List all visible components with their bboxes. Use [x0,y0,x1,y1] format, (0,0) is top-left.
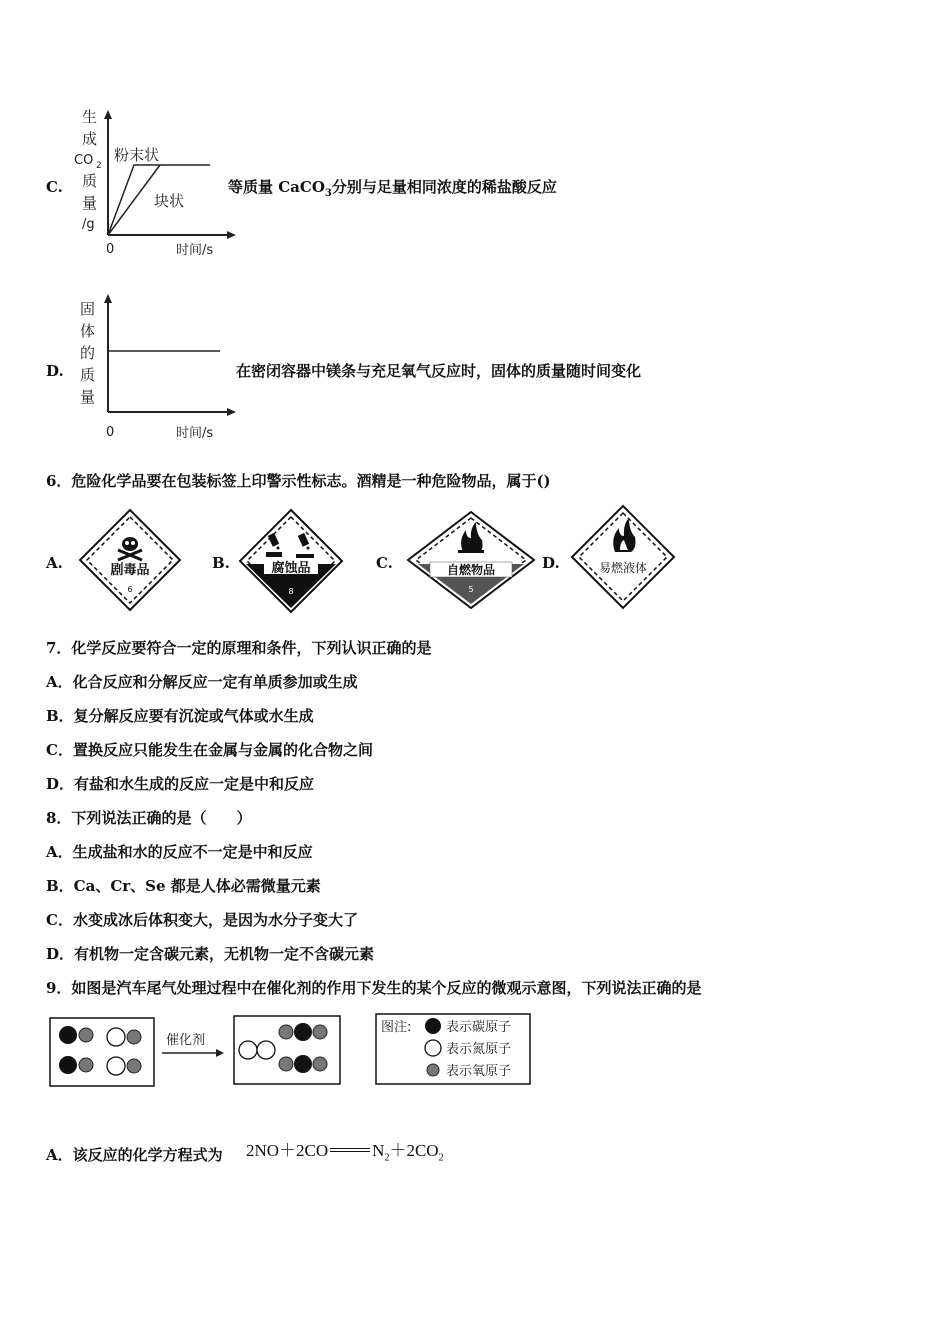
ylabel-char: 体 [80,322,96,340]
equation-lhs: 2NO＋2CO [246,1141,329,1160]
q7-option-a[interactable]: A．化合反应和分解反应一定有单质参加或生成 [46,673,358,691]
curve-label-block: 块状 [154,192,185,210]
q9-option-a[interactable] [46,1144,223,1165]
x-axis-label: 时间/s [176,243,214,258]
sign-text: 自燃物品 [446,563,496,577]
q6-sign-corrosive[interactable] [238,508,344,614]
q5-option-c-text: 等质量 CaCO$_3$分别与足量相同浓度的稀盐酸反应 [228,178,557,199]
sign-number: 8 [288,587,294,596]
equation-equals-sign [330,1148,370,1152]
q9-option-a-prefix: A．该反应的化学方程式为 [46,1146,223,1164]
q7-stem: 7．化学反应要符合一定的原理和条件，下列认识正确的是 [46,639,432,657]
ylabel-char: 的 [80,344,96,362]
legend-oxygen: 表示氧原子 [446,1064,512,1079]
q5-option-d-text: 在密闭容器中镁条与充足氧气反应时，固体的质量随时间变化 [236,362,642,380]
equation-n: N [372,1141,385,1160]
ylabel-char: 质 [80,366,96,384]
ylabel-char: 质 [82,172,98,190]
legend-nitrogen: 表示氮原子 [446,1042,512,1057]
catalyst-label: 催化剂 [166,1033,206,1048]
equation-n-sub: 2 [384,1152,390,1164]
q7-option-d[interactable]: D．有盐和水生成的反应一定是中和反应 [46,775,315,793]
q5-option-d-graph [70,288,250,448]
x-axis-arrow [227,408,236,416]
q6-option-d-letter[interactable]: D. [542,554,560,572]
nitrogen-atom-icon [425,1040,441,1056]
legend-title: 图注: [381,1020,412,1035]
ylabel-co: CO [74,153,94,168]
y-axis-arrow [104,294,112,303]
ylabel-char: 量 [80,388,96,406]
sign-number: 6 [127,585,133,594]
q6-stem: 6．危险化学品要在包装标签上印警示性标志。酒精是一种危险物品，属于() [46,472,551,490]
q8-stem: 8．下列说法正确的是（ ） [46,809,252,827]
origin-label: 0 [106,242,115,257]
ylabel-unit: /g [82,217,95,232]
q7-option-c[interactable]: C．置换反应只能发生在金属与金属的化合物之间 [46,741,373,759]
ylabel-char: 生 [82,108,98,126]
q9-reaction-diagram [46,1010,546,1092]
q6-sign-toxic[interactable] [78,508,182,612]
q7-option-b[interactable]: B．复分解反应要有沉淀或气体或水生成 [46,707,314,725]
co2-molecule [279,1023,327,1041]
sign-text: 剧毒品 [110,563,150,578]
x-axis-label: 时间/s [176,426,214,441]
q8-option-d[interactable]: D．有机物一定含碳元素，无机物一定不含碳元素 [46,945,375,963]
q9-stem: 9．如图是汽车尾气处理过程中在催化剂的作用下发生的某个反应的微观示意图，下列说法正确的是 [46,979,702,997]
oxygen-atom-icon [427,1064,439,1076]
q6-sign-flammable-liquid[interactable] [570,504,676,610]
ylabel-char: 成 [82,130,98,148]
q6-sign-spontaneous[interactable] [406,510,536,610]
q6-option-c-letter[interactable]: C. [376,554,393,572]
q9-equation [246,1136,444,1163]
curve-label-powder: 粉末状 [114,146,160,164]
x-axis-arrow [227,231,236,239]
equation-plus: ＋2CO [389,1141,439,1160]
ylabel-char: 固 [80,300,96,318]
curve-block [108,165,160,235]
co2-molecule [279,1055,327,1073]
sign-number: 5 [468,585,474,594]
q8-option-c[interactable]: C．水变成冰后体积变大，是因为水分子变大了 [46,911,358,929]
sign-text: 腐蚀品 [271,561,311,576]
equation-co2-sub: 2 [438,1152,444,1164]
y-axis-arrow [104,110,112,119]
q8-option-b[interactable]: B．Ca、Cr、Se 都是人体必需微量元素 [46,877,321,895]
q8-option-a[interactable]: A．生成盐和水的反应不一定是中和反应 [46,843,313,861]
carbon-atom-icon [425,1018,441,1034]
q5-option-c-letter: C. [46,178,63,196]
origin-label: 0 [106,425,115,440]
ylabel-char: 量 [82,194,98,212]
ylabel-co-sub: 2 [96,161,102,171]
q5-option-d-letter: D. [46,362,64,380]
q6-option-b-letter[interactable]: B. [212,554,230,572]
sign-text: 易燃液体 [598,561,648,575]
legend-carbon: 表示碳原子 [446,1020,512,1035]
q6-option-a-letter[interactable]: A. [46,554,63,572]
q5-option-c-graph [70,100,240,265]
